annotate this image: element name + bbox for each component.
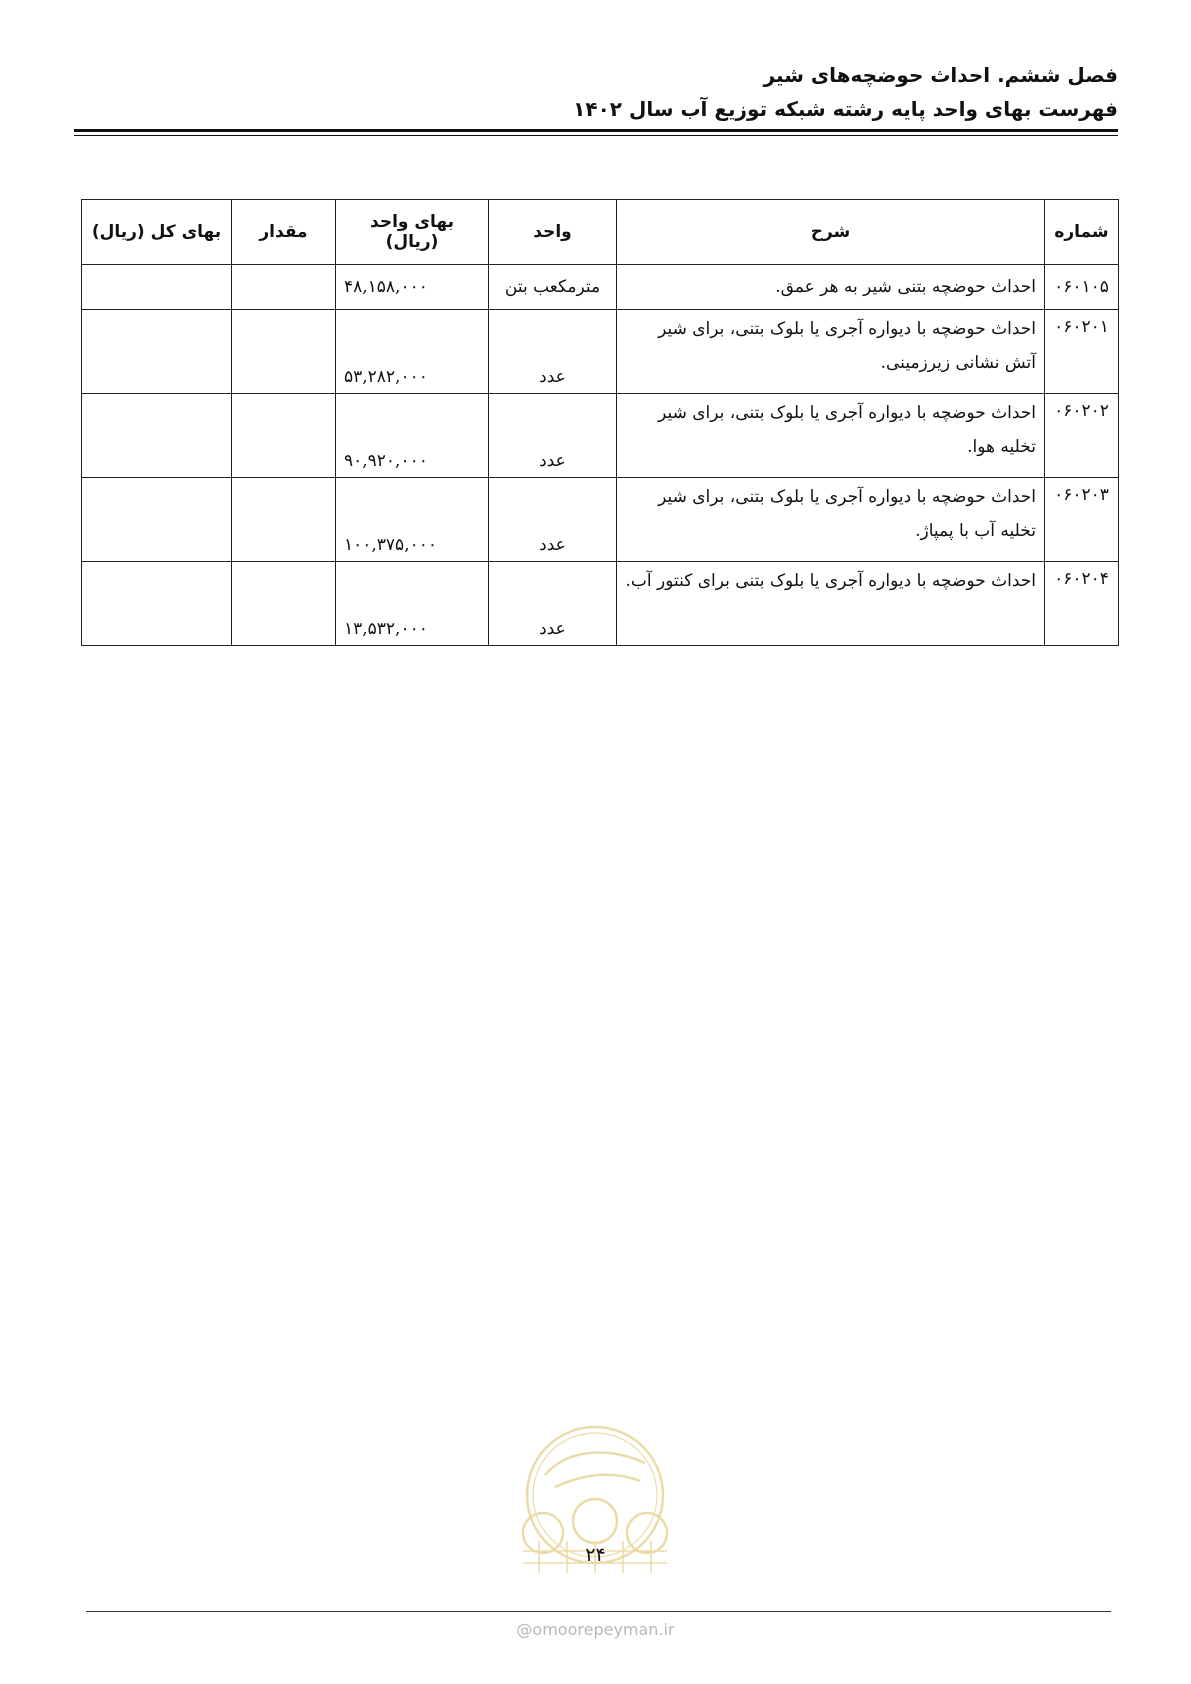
item-total-price [82,562,232,646]
item-total-price [82,310,232,394]
table-row [82,310,1119,394]
table-row [82,478,1119,562]
column-header-quantity: مقدار [232,200,336,265]
footer-rule [86,1611,1111,1612]
header-rule-thin [74,135,1118,136]
header-rule-thick [74,129,1118,132]
item-description: احداث حوضچه بتنی شیر به هر عمق. [617,265,1045,310]
item-total-price [82,478,232,562]
item-code: ۰۶۰۱۰۵ [1045,265,1119,310]
item-code: ۰۶۰۲۰۴ [1045,562,1119,646]
item-unit: مترمکعب بتن [489,265,617,310]
page-number: ۲۴ [585,1544,606,1566]
item-unit-price: ۹۰,۹۲۰,۰۰۰ [336,394,489,478]
item-code: ۰۶۰۲۰۲ [1045,394,1119,478]
column-header-unit-price: بهای واحد (ریال) [336,200,489,265]
item-unit-price: ۱۰۰,۳۷۵,۰۰۰ [336,478,489,562]
column-header-total-price: بهای کل (ریال) [82,200,232,265]
item-unit: عدد [489,394,617,478]
item-description: احداث حوضچه با دیواره آجری یا بلوک بتنی، برای شیر آتش نشانی زیرزمینی. [617,310,1045,394]
item-unit-price: ۱۳,۵۳۲,۰۰۰ [336,562,489,646]
column-header-code: شماره [1045,200,1119,265]
item-quantity [232,310,336,394]
column-header-unit: واحد [489,200,617,265]
column-header-description: شرح [617,200,1045,265]
item-quantity [232,562,336,646]
item-unit-price: ۴۸,۱۵۸,۰۰۰ [336,265,489,310]
page-header [74,58,1118,126]
table-row [82,265,1119,310]
item-description: احداث حوضچه با دیواره آجری یا بلوک بتنی، برای شیر تخلیه هوا. [617,394,1045,478]
item-code: ۰۶۰۲۰۱ [1045,310,1119,394]
price-list-title: فهرست بهای واحد پایه رشته شبکه توزیع آب سال ۱۴۰۲ [573,97,1118,121]
chapter-title: فصل ششم. احداث حوضچه‌های شیر [763,63,1118,87]
item-description: احداث حوضچه با دیواره آجری یا بلوک بتنی، برای شیر تخلیه آب با پمپاژ. [617,478,1045,562]
item-quantity [232,394,336,478]
footer-website: @omoorepeyman.ir [516,1620,675,1639]
item-description: احداث حوضچه با دیواره آجری یا بلوک بتنی برای کنتور آب. [617,562,1045,646]
item-total-price [82,394,232,478]
price-table [81,199,1119,646]
item-unit: عدد [489,478,617,562]
item-quantity [232,478,336,562]
table-row [82,562,1119,646]
item-unit-price: ۵۳,۲۸۲,۰۰۰ [336,310,489,394]
item-code: ۰۶۰۲۰۳ [1045,478,1119,562]
item-quantity [232,265,336,310]
table-row [82,394,1119,478]
table-header-row [82,200,1119,265]
item-unit: عدد [489,310,617,394]
item-unit: عدد [489,562,617,646]
item-total-price [82,265,232,310]
